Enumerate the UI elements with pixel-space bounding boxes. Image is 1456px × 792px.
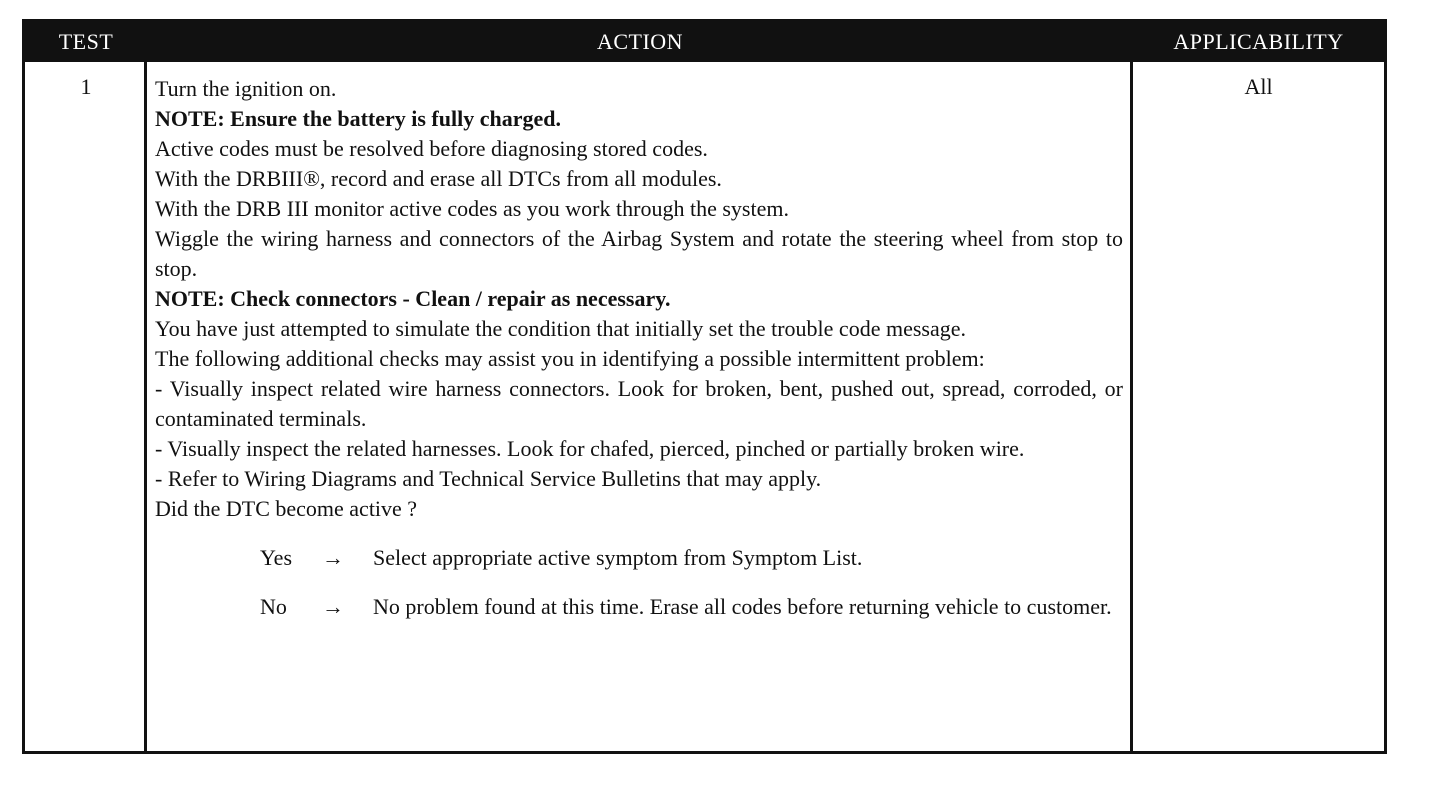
action-cell bbox=[155, 74, 1123, 641]
header-action: ACTION bbox=[596, 29, 684, 54]
header-test: TEST bbox=[58, 29, 114, 54]
header-applicability: APPLICABILITY bbox=[1173, 29, 1344, 54]
action-line: Turn the ignition on. bbox=[155, 76, 337, 101]
note-battery: NOTE: Ensure the battery is fully charged. bbox=[155, 106, 561, 131]
diagnostic-table bbox=[22, 19, 1387, 754]
answer-text: No problem found at this time. Erase all codes before returning vehicle to customer. bbox=[373, 594, 1112, 619]
action-line: Active codes must be resolved before diagnosing stored codes. bbox=[155, 136, 708, 161]
answer-yes bbox=[155, 543, 1123, 573]
action-line: The following additional checks may assist you in identifying a possible intermittent problem: bbox=[155, 346, 985, 371]
action-line: - Visually inspect related wire harness connectors. Look for broken, bent, pushed out, spread, corroded, or contaminated terminals. bbox=[155, 376, 1123, 431]
action-line: With the DRBIII®, record and erase all DTCs from all modules. bbox=[155, 166, 722, 191]
table-header bbox=[25, 22, 1384, 62]
applicability-value: All bbox=[1244, 74, 1273, 99]
test-number: 1 bbox=[80, 74, 92, 99]
answer-key: Yes bbox=[260, 545, 293, 570]
answer-key: No bbox=[260, 594, 287, 619]
answer-text: Select appropriate active symptom from Symptom List. bbox=[373, 545, 863, 570]
right-arrow-icon: → bbox=[322, 545, 344, 570]
question: Did the DTC become active ? bbox=[155, 496, 418, 521]
action-line: - Visually inspect the related harnesses. Look for chafed, pierced, pinched or partially broken wire. bbox=[155, 436, 1025, 461]
action-line: - Refer to Wiring Diagrams and Technical Service Bulletins that may apply. bbox=[155, 466, 822, 491]
action-line: With the DRB III monitor active codes as you work through the system. bbox=[155, 196, 789, 221]
right-arrow-icon: → bbox=[322, 594, 344, 619]
answers bbox=[155, 543, 1123, 622]
column-divider-1 bbox=[144, 62, 147, 751]
note-connectors: NOTE: Check connectors - Clean / repair as necessary. bbox=[155, 286, 671, 311]
action-line: You have just attempted to simulate the condition that initially set the trouble code message. bbox=[155, 316, 966, 341]
answer-no bbox=[155, 592, 1123, 622]
action-line: Wiggle the wiring harness and connectors of the Airbag System and rotate the steering wheel from stop to stop. bbox=[155, 226, 1123, 281]
column-divider-2 bbox=[1130, 62, 1133, 751]
